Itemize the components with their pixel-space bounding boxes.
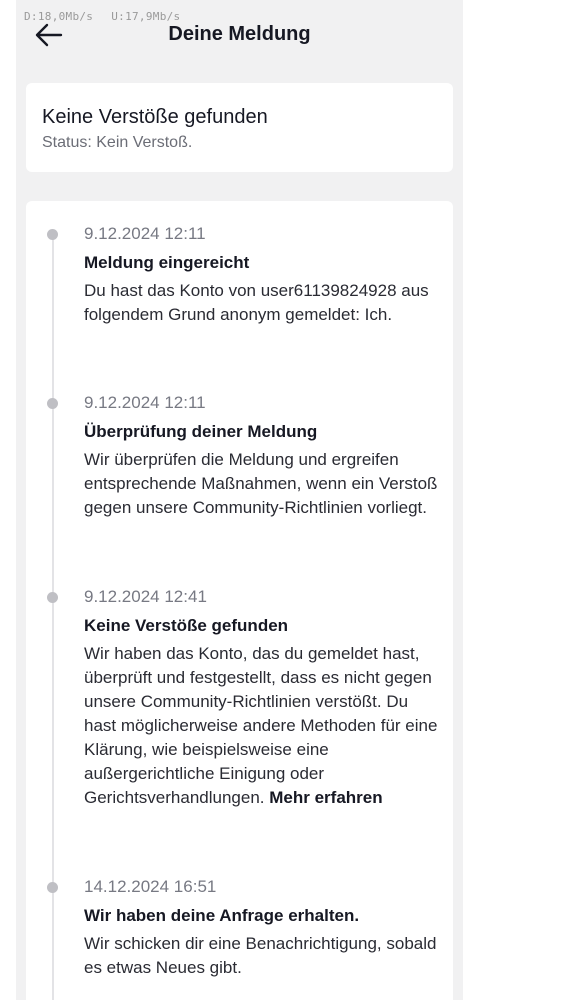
event-time: 9.12.2024 12:41 [84,587,207,606]
event-time: 9.12.2024 12:11 [84,393,206,412]
timeline-dot [47,398,58,409]
event-title: Meldung eingereicht [84,253,250,272]
event-time: 14.12.2024 16:51 [84,877,217,896]
event-time: 9.12.2024 12:11 [84,224,206,243]
app-screen [16,0,463,1000]
event-body: Du hast das Konto von user61139824928 aus folgendem Grund anonym gemeldet: Ich. [84,281,429,324]
event-body-text: Wir haben das Konto, das du gemeldet hast, überprüft und festgestellt, dass es nicht gegen unsere Community-Richtlinien verstößt. Du hast möglicherweise andere Methoden für eine Klärung, wie beispielsweise eine außergerichtliche Einigung oder Gerichtsverhandlungen. [84,644,438,807]
timeline-event [26,876,453,980]
status-title: Keine Verstöße gefunden [42,106,268,128]
status-card [26,83,453,172]
timeline-dot [47,882,58,893]
download-speed: D:18,0Mb/s [24,10,94,23]
event-title: Keine Verstöße gefunden [84,616,289,635]
page-title: Deine Meldung [168,23,311,45]
event-title: Wir haben deine Anfrage erhalten. [84,906,360,925]
timeline-card [26,201,453,1000]
event-title: Überprüfung deiner Meldung [84,422,318,441]
event-body: Wir überprüfen die Meldung und ergreifen entsprechende Maßnahmen, wenn ein Verstoß gegen unsere Community-Richtlinien vorliegt. [84,450,438,517]
upload-speed: U:17,9Mb/s [111,10,181,23]
timeline-event [26,392,453,520]
timeline-dot [47,592,58,603]
event-body [84,642,441,810]
learn-more-link[interactable]: Mehr erfahren [269,788,383,807]
event-body: Wir schicken dir eine Benachrichtigung, sobald es etwas Neues gibt. [84,934,437,977]
timeline-event [26,223,453,327]
status-subtitle: Status: Kein Verstoß. [42,134,193,151]
timeline-event [26,586,453,810]
timeline-dot [47,229,58,240]
header [16,14,463,58]
